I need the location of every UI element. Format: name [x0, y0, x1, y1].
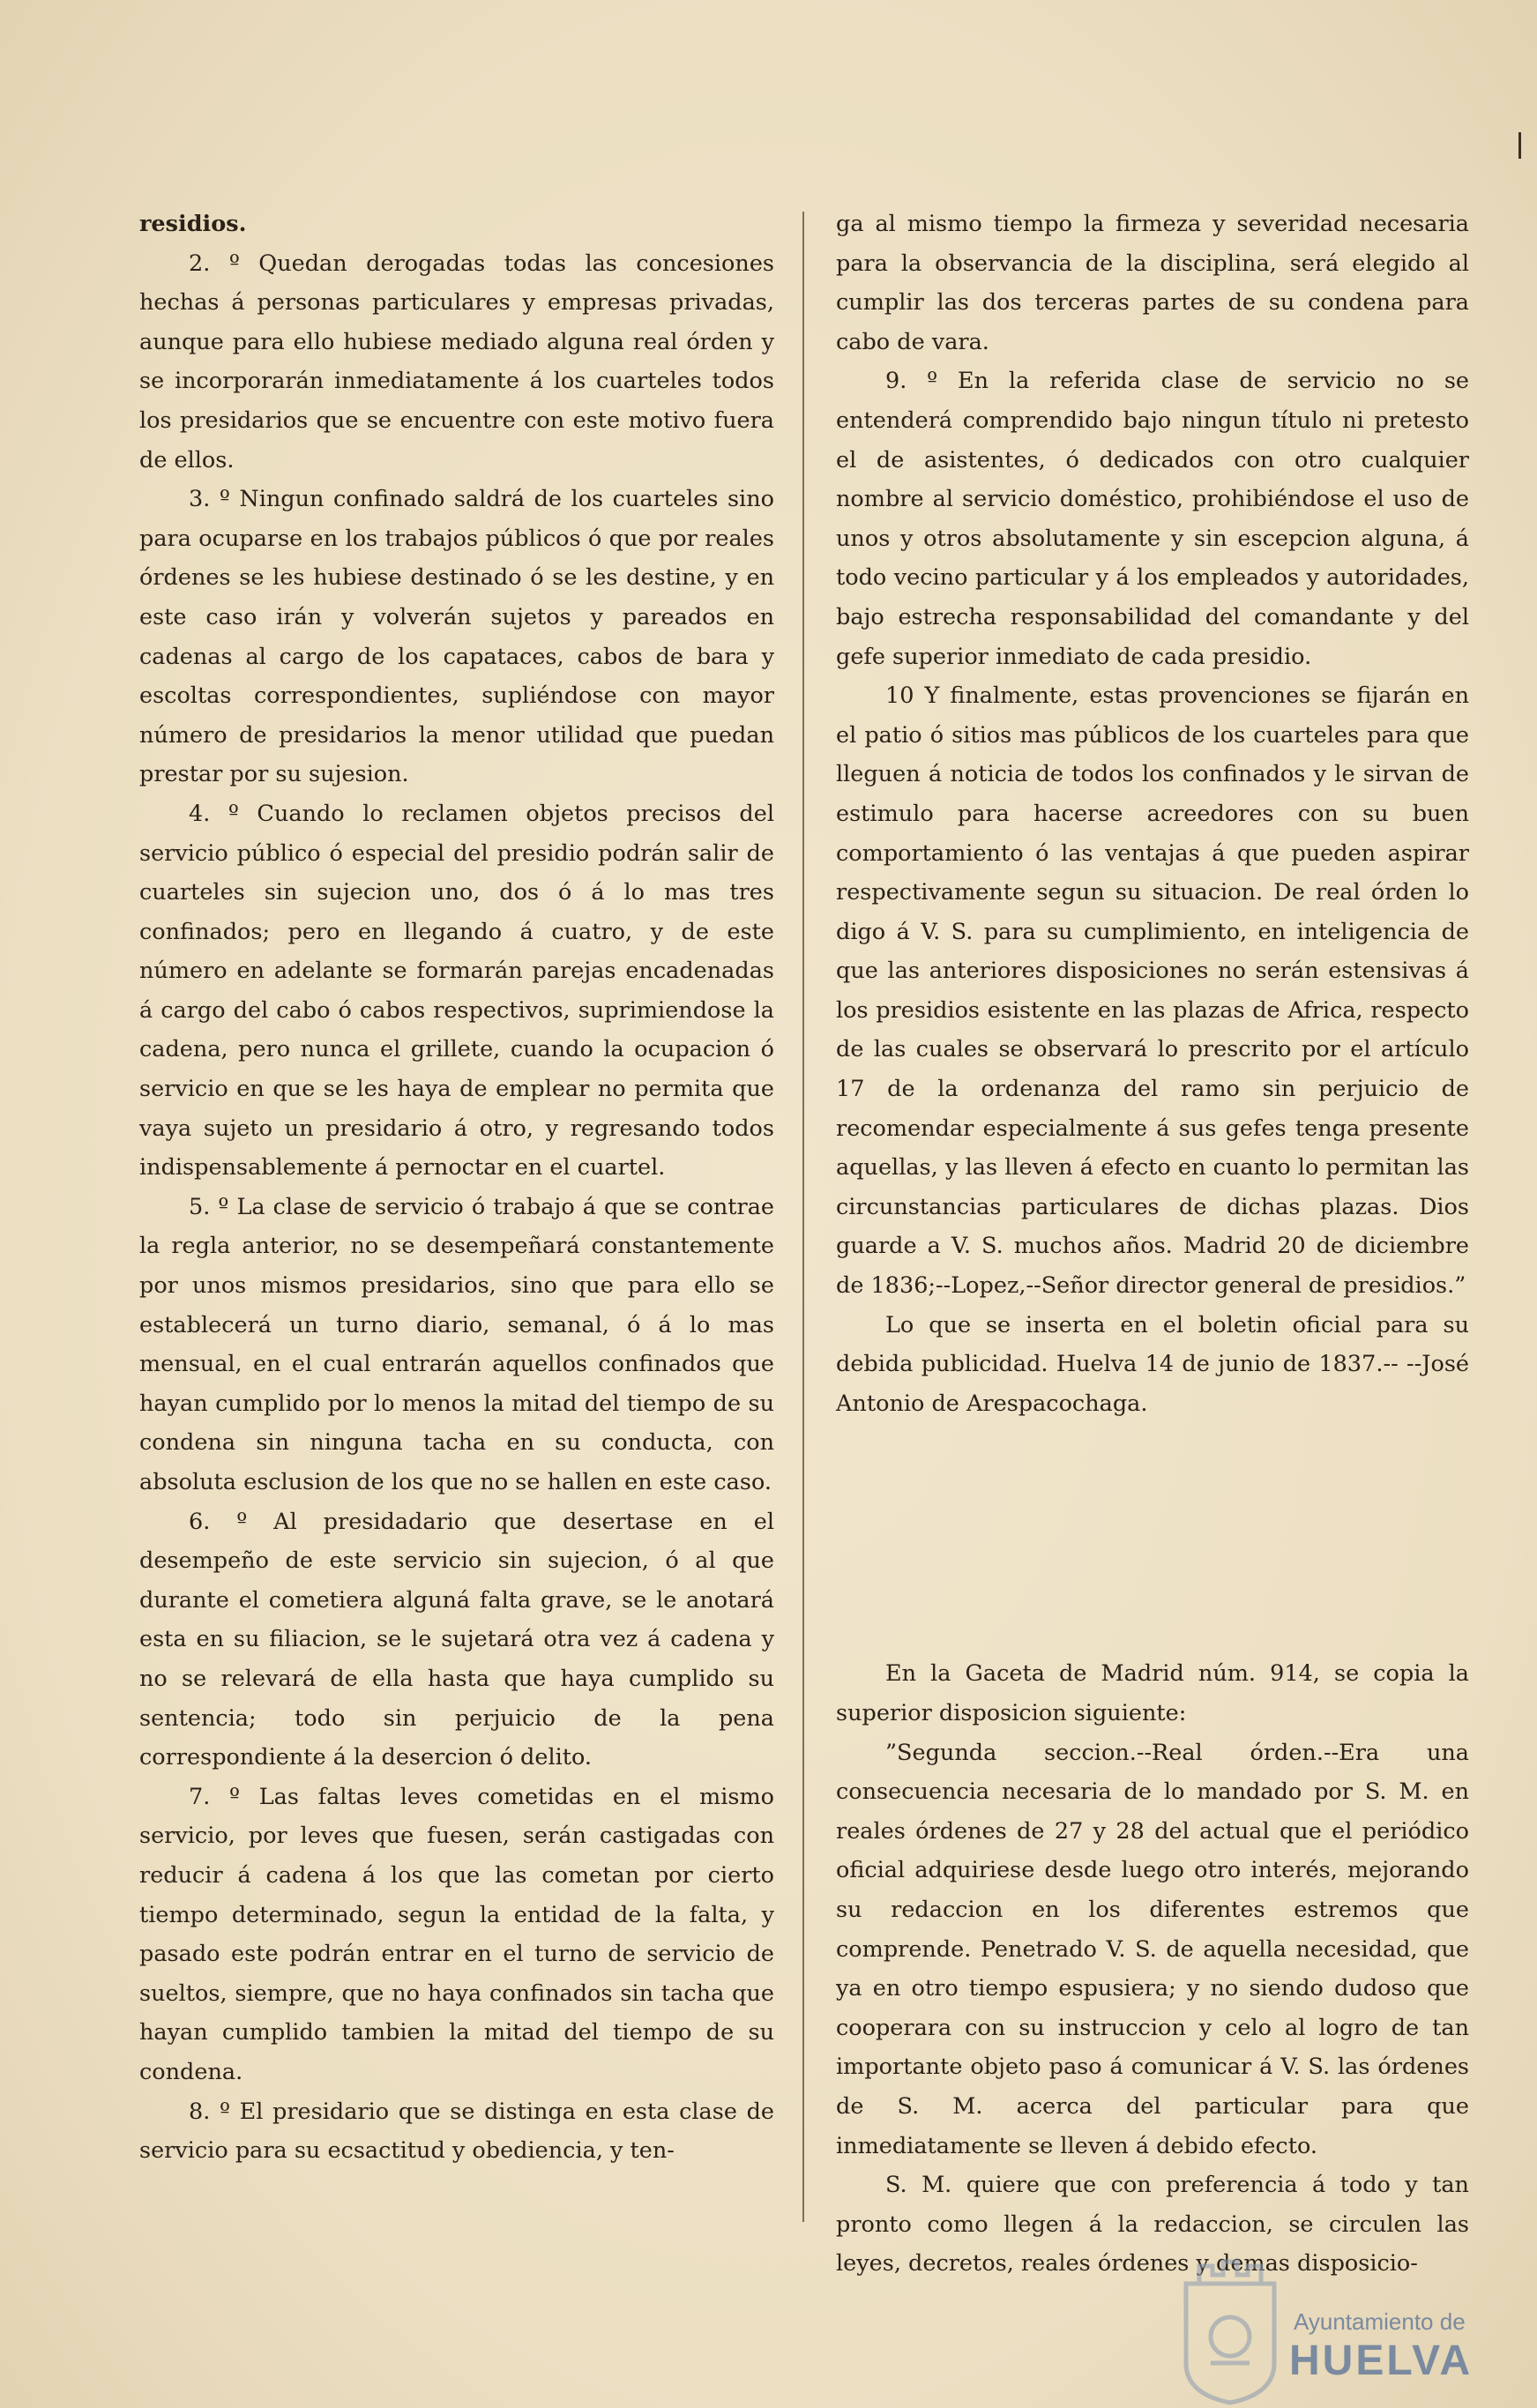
gaceta-intro: En la Gaceta de Madrid núm. 914, se copia la superior disposicion siguiente:: [836, 1660, 1469, 1726]
article-8: 8. º El presidario que se distinga en esta clase de servicio para su ecsactitud y obediencia, y ten-: [139, 2098, 774, 2165]
article-3: 3. º Ningun confinado saldrá de los cuarteles sino para ocuparse en los trabajos públicos ó que por reales órdenes se les hubiese destinado ó se les destine, y en este caso irán y volverán sujetos y pareados en cadenas al cargo de los capataces, cabos de bara y escoltas correspondientes, supliéndose con mayor número de presidarios la menor utilidad que puedan prestar por su sujesion.: [139, 486, 774, 788]
article-8-continued: ga al mismo tiempo la firmeza y severidad necesaria para la observancia de la disciplina, será elegido al cumplir las dos terceras partes de su condena para cabo de vara.: [836, 211, 1469, 355]
article-6: 6. º Al presidadario que desertase en el desempeño de este servicio sin sujecion, ó al que durante el cometiera alguná falta grave, se le anotará esta en su filiacion, se le sujetará otra vez á cadena y no se relevará de ella hasta que haya cumplido su sentencia; todo sin perjuicio de la pena correspondiente á la desercion ó delito.: [139, 1508, 774, 1771]
watermark-line-1: Ayuntamiento de: [1294, 2308, 1466, 2335]
page-edge-mark: [1518, 132, 1521, 159]
article-7: 7. º Las faltas leves cometidas en el mismo servicio, por leves que fuesen, serán castigadas con reducir á cadena á los que las cometan por cierto tiempo determinado, segun la entidad de la falta, y pasado este podrán entrar en el turno de servicio de sueltos, siempre, que no haya confinados sin tacha que hayan cumplido tambien la mitad del tiempo de su condena.: [139, 1783, 774, 2085]
article-10: 10 Y finalmente, estas provenciones se fijarán en el patio ó sitios mas públicos de los cuarteles para que lleguen á noticia de todos los confinados y le sirvan de estimulo para hacerse acreedores con su buen comportamiento ó las ventajas á que pueden aspirar respectivamente segun su situacion. De real órden lo digo á V. S. para su cumplimiento, en inteligencia de que las anteriores disposiciones no serán estensivas á los presidios esistente en las plazas de Africa, respecto de las cuales se observará lo prescrito por el artículo 17 de la ordenanza del ramo sin perjuicio de recomendar especialmente á sus gefes tenga presente aquellas, y las lleven á efecto en cuanto lo permitan las circunstancias particulares de dichas plazas. Dios guarde a V. S. muchos años. Madrid 20 de diciembre de 1836;--Lopez,--Señor director general de presidios.”: [836, 682, 1469, 1300]
publication-note: Lo que se inserta en el boletin oficial para su debida publicidad. Huelva 14 de junio de 1837.-- --José Antonio de Arespacochaga.: [836, 1311, 1469, 1417]
paragraph-fragment: residios.: [139, 211, 247, 237]
article-2: 2. º Quedan derogadas todas las concesiones hechas á personas particulares y empresas privadas, aunque para ello hubiese mediado alguna real órden y se incorporarán inmediatamente á los cuarteles todos los presidarios que se encuentre con este motivo fuera de ellos.: [139, 250, 774, 473]
left-column: [139, 205, 774, 2171]
real-orden-continued: S. M. quiere que con preferencia á todo y tan pronto como llegen á la redaccion, se circulen las leyes, decretos, reales órdenes y demas disposicio-: [836, 2172, 1469, 2278]
right-column: [836, 205, 1469, 2284]
watermark-line-2: HUELVA: [1289, 2337, 1474, 2384]
article-4: 4. º Cuando lo reclamen objetos precisos del servicio público ó especial del presidio podrán salir de cuarteles sin sujecion uno, dos ó á lo mas tres confinados; pero en llegando á cuatro, y de este número en adelante se formarán parejas encadenadas á cargo del cabo ó cabos respectivos, suprimiendose la cadena, pero nunca el grillete, cuando la ocupacion ó servicio en que se les haya de emplear no permita que vaya sujeto un presidario á otro, y regresando todos indispensablemente á pernoctar en el cuartel.: [139, 800, 774, 1182]
article-5: 5. º La clase de servicio ó trabajo á que se contrae la regla anterior, no se desempeñará constantemente por unos mismos presidarios, sino que para ello se establecerá un turno diario, semanal, ó á lo mas mensual, en el cual entrarán aquellos confinados que hayan cumplido por lo menos la mitad del tiempo de su condena sin ninguna tacha en su conducta, con absoluta esclusion de los que no se hallen en este caso.: [139, 1193, 774, 1495]
column-divider: [802, 212, 804, 2222]
section-gap: [836, 1423, 1469, 1654]
article-9: 9. º En la referida clase de servicio no se entenderá comprendido bajo ningun título ni pretesto el de asistentes, ó dedicados con otro cualquier nombre al servicio doméstico, prohibiéndose el uso de unos y otros absolutamente y sin escepcion alguna, á todo vecino particular y á los empleados y autoridades, bajo estrecha responsabilidad del comandante y del gefe superior inmediato de cada presidio.: [836, 368, 1469, 670]
real-orden-text: ”Segunda seccion.--Real órden.--Era una consecuencia necesaria de lo mandado por S. M. en reales órdenes de 27 y 28 del actual que el periódico oficial adquiriese desde luego otro interés, mejorando su redaccion en los diferentes estremos que comprende. Penetrado V. S. de aquella necesidad, que ya en otro tiempo espusiera; y no siendo dudoso que cooperara con su instruccion y celo al logro de tan importante objeto paso á comunicar á V. S. las órdenes de S. M. acerca del particular para que inmediatamente se lleven á debido efecto.: [836, 1739, 1469, 2159]
